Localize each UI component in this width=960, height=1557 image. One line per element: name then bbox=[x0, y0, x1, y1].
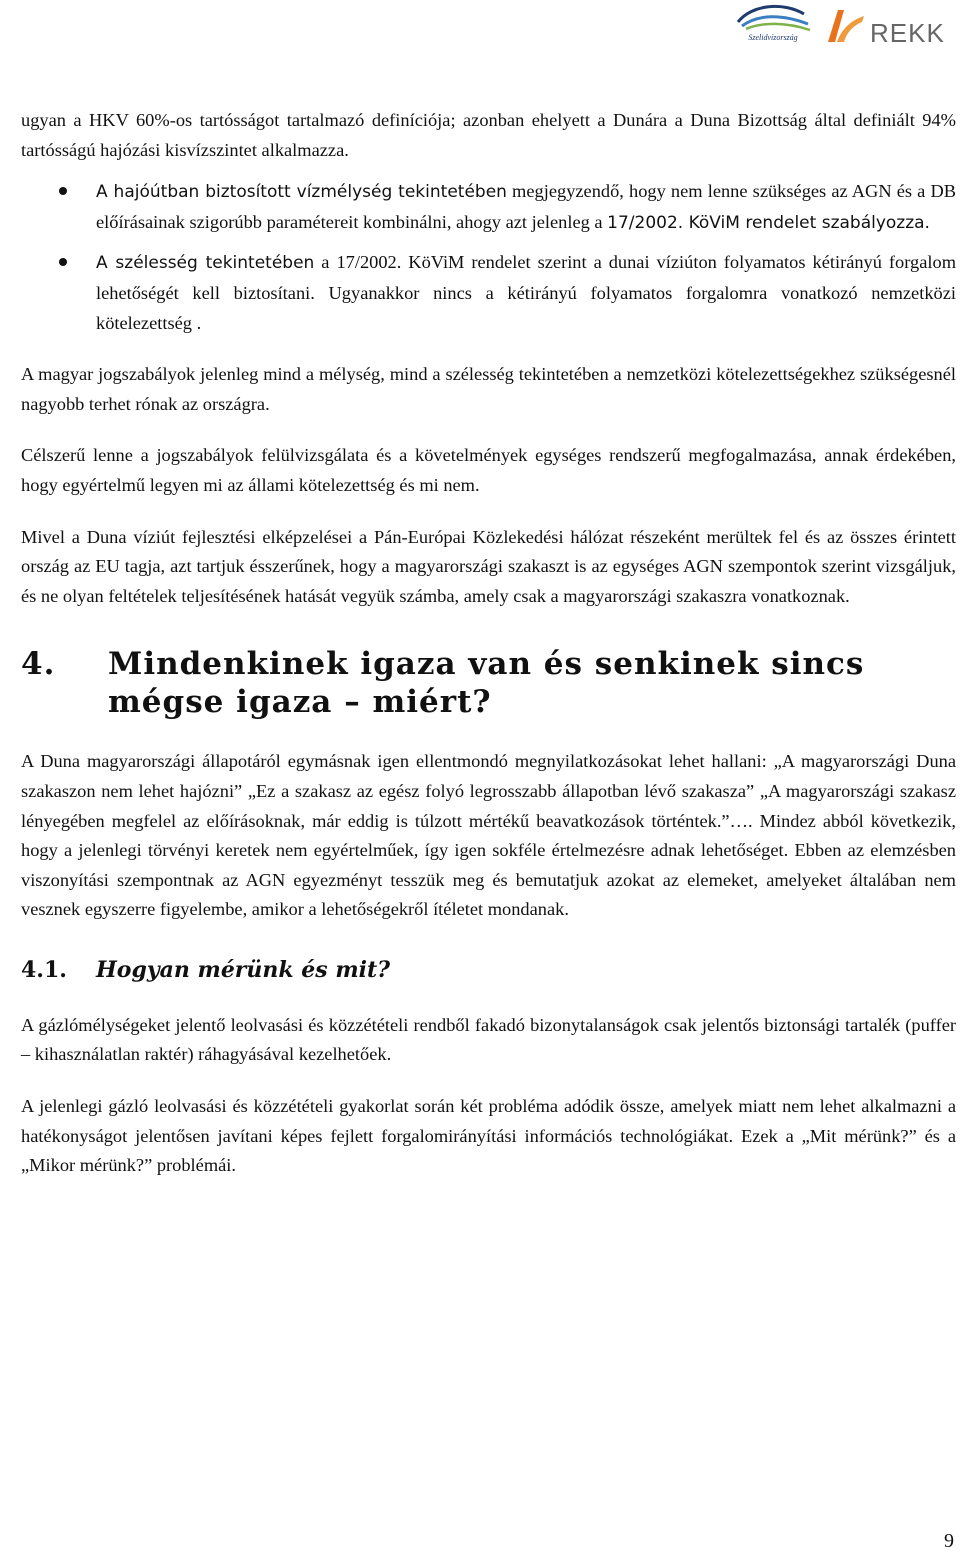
bullet-icon bbox=[59, 187, 67, 195]
svg-text:Szelidvízország: Szelidvízország bbox=[748, 33, 798, 42]
paragraph-continuation: ugyan a HKV 60%-os tartósságot tartalmazó definíciója; azonban ehelyett a Dunára a Duna Bizottság által definiált 94% tartósságú hajózási kisvízszintet alkalmazza. bbox=[21, 110, 956, 160]
bullet-icon bbox=[59, 258, 67, 266]
bullet-body: megjegyzendő, hogy nem lenne szükséges az AGN és a DB előírásainak szigorúbb paramétereit kombinálni, ahogy azt jelenleg a bbox=[96, 181, 957, 232]
subsection-heading bbox=[21, 955, 956, 985]
paragraph: A gázlómélységeket jelentő leolvasási és közzétételi rendből fakadó bizonytalanságok csak jelentős biztonsági tartalék (puffer – kihasználatlan raktér) ráhagyásával kezelhetőek. bbox=[21, 1014, 956, 1065]
page-header bbox=[0, 0, 960, 60]
paragraph: A Duna magyarországi állapotáról egymásnak igen ellentmondó megnyilatkozásokat lehet hallani: „A magyarországi Duna szakaszon nem lehet hajózni” „Ez a szakasz az egész folyó legrosszabb állapotban lévő szakasza” „A magyarországi szakasz lényegében megfelel az előírásoknak, már eddig is túlzott mértékű beavatkozások történtek.”…. Mindez abból következik, hogy a jelenlegi törvényi keretek nem egyértelműek, így igen sokféle értelmezésre adnak lehetőséget. Ebben az elemzésben viszonyítási szempontnak az AGN egyezményt tesszük meg és bemutatjuk azokat az elemeket, amelyeket általában nem vesznek egyszerre figyelembe, amikor a lehetőségekről ítéletet mondanak. bbox=[21, 751, 956, 920]
rekk-logo bbox=[824, 6, 956, 46]
svg-text:REKK: REKK bbox=[870, 18, 945, 46]
subsection-number: 4.1. bbox=[21, 956, 67, 983]
document-body bbox=[21, 106, 956, 1181]
bullet-emphasis: A hajóútban biztosított vízmélység tekintetében bbox=[96, 182, 507, 203]
paragraph: A jelenlegi gázló leolvasási és közzétételi gyakorlat során két probléma adódik össze, amelyek miatt nem lehet alkalmazni a hatékonyságot jelentősen javítani képes fejlett forgalomirányítási információs technológiákat. Ezek a „Mit mérünk?” és a „Mikor mérünk?” problémái. bbox=[21, 1096, 956, 1176]
bullet-tail: 17/2002. KöViM rendelet szabályozza. bbox=[607, 212, 930, 233]
bullet-text bbox=[96, 177, 956, 238]
paragraph: Célszerű lenne a jogszabályok felülvizsgálata és a követelmények egységes rendszerű megfogalmazása, annak érdekében, hogy egyértelmű legyen mi az állami kötelezettség és mi nem. bbox=[21, 445, 956, 495]
bullet-list bbox=[21, 177, 956, 338]
page-number: 9 bbox=[944, 1530, 954, 1552]
bullet-emphasis: A szélesség tekintetében bbox=[96, 253, 315, 274]
subsection-title: Hogyan mérünk és mit? bbox=[96, 956, 391, 983]
bullet-body: a 17/2002. KöViM rendelet szerint a dunai víziúton folyamatos kétirányú forgalom lehetőségét kell biztosítani. Ugyanakkor nincs a kétirányú folyamatos forgalomra vonatkozó nemzetközi kötelezettség . bbox=[96, 252, 957, 333]
section-title: Mindenkinek igaza van és senkinek sincs mégse igaza – miért? bbox=[108, 646, 865, 721]
section-number: 4. bbox=[21, 646, 56, 683]
szelidvizorszag-logo bbox=[732, 2, 814, 44]
bullet-item-depth bbox=[21, 177, 956, 238]
bullet-item-width bbox=[21, 248, 956, 338]
bullet-text bbox=[96, 248, 956, 338]
section-heading bbox=[21, 645, 956, 721]
paragraph: A magyar jogszabályok jelenleg mind a mélység, mind a szélesség tekintetében a nemzetközi kötelezettségekhez szükségesnél nagyobb terhet rónak az országra. bbox=[21, 364, 956, 414]
paragraph: Mivel a Duna víziút fejlesztési elképzelései a Pán-Európai Közlekedési hálózat részeként merültek fel és az összes érintett ország az EU tagja, azt tartjuk ésszerűnek, hogy a magyarországi szakaszt is az egységes AGN szempontok szerint vizsgáljuk, és ne olyan feltételek teljesítésének hatását vegyük számba, amely csak a magyarországi szakaszra vonatkoznak. bbox=[21, 526, 956, 606]
